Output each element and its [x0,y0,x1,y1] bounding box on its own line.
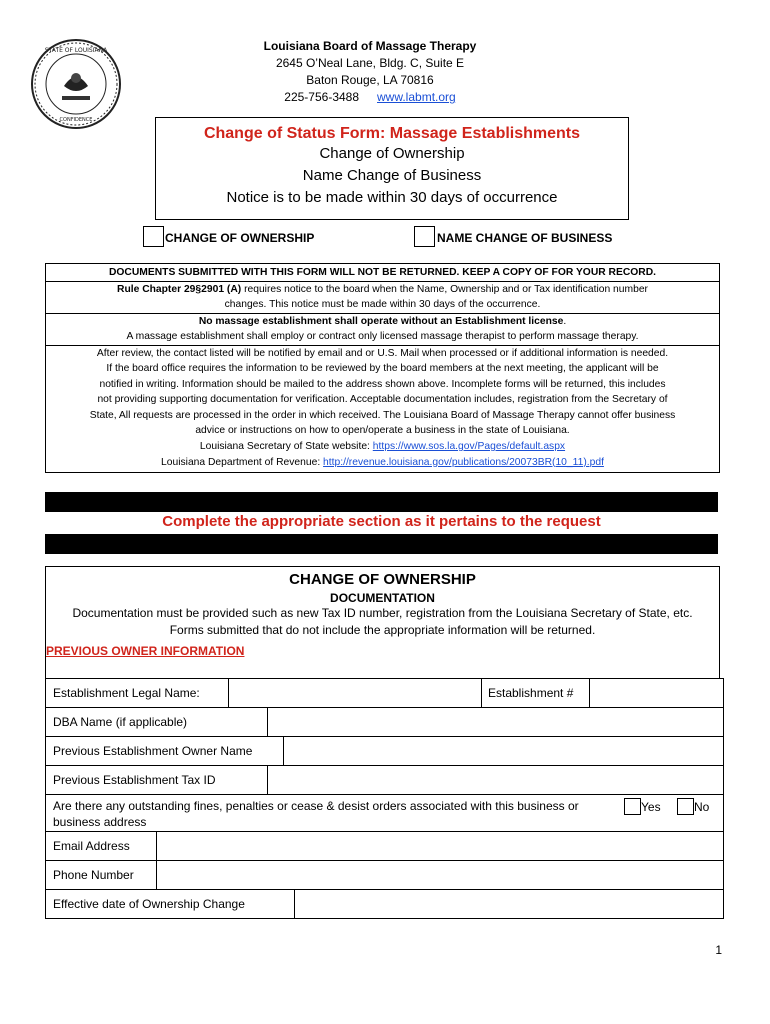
documentation-heading: DOCUMENTATION [330,591,435,605]
title-line-name-change: Name Change of Business [302,167,482,184]
effective-date-row [45,890,724,919]
no-operate-end: . [563,315,567,327]
review-line: notified in writing. Information should be mailed to the address shown above. Incomplete forms will be returned, this includes [99,378,666,390]
review-line: not providing supporting documentation for verification. Acceptable documentation includes, registration from the Secretary of [97,394,668,406]
title-line-notice: Notice is to be made within 30 days of occurrence [226,189,558,206]
dor-label: Louisiana Department of Revenue: [161,456,324,468]
establishment-number-label: Establishment # [488,686,574,700]
fines-yes-checkbox[interactable] [624,798,641,815]
org-name: Louisiana Board of Massage Therapy [263,39,477,53]
prev-owner-row [45,737,724,766]
svg-text:CONFIDENCE: CONFIDENCE [59,117,93,123]
legal-name-field[interactable] [229,679,481,707]
louisiana-state-seal [30,38,122,130]
fines-no-checkbox[interactable] [677,798,694,815]
review-line: State, All requests are processed in the order in which received. The Louisiana Board of Massage Therapy cannot offer business [89,409,676,421]
change-of-ownership-label: CHANGE OF OWNERSHIP [165,231,315,245]
form-title-box [155,117,629,220]
dba-field[interactable] [268,708,723,736]
change-of-ownership-section [45,566,720,679]
no-operate-text: No massage establishment shall operate without an Establishment license [198,315,564,327]
review-line: If the board office requires the information to be reviewed by the board members at the next meeting, the applicant will be [106,363,659,375]
email-label: Email Address [53,839,130,853]
dba-row [45,708,724,737]
org-header [220,38,520,106]
sos-label: Louisiana Secretary of State website: [199,441,373,453]
svg-text:STATE OF LOUISIANA: STATE OF LOUISIANA [44,47,108,54]
complete-section-instruction: Complete the appropriate section as it pertains to the request [162,513,601,530]
page-number: 1 [715,943,722,957]
phone-label: Phone Number [53,868,134,882]
dor-link[interactable]: http://revenue.louisiana.gov/publications/20073BR(10_11).pdf [323,456,604,468]
name-change-checkbox[interactable] [414,226,435,247]
documentation-text-2: Forms submitted that do not include the appropriate information will be returned. [169,623,596,637]
fines-question-1: Are there any outstanding fines, penalties or cease & desist orders associated with this business or [53,799,579,813]
email-row [45,832,724,861]
sos-link[interactable]: https://www.sos.la.gov/Pages/default.aspx [372,441,566,453]
establishment-number-field[interactable] [590,679,723,707]
effective-date-label: Effective date of Ownership Change [53,897,245,911]
rule-text: requires notice to the board when the Name, Ownership and or Tax identification number [241,283,648,295]
change-of-ownership-checkbox[interactable] [143,226,164,247]
prev-owner-field[interactable] [284,737,723,765]
review-line: advice or instructions on how to open/operate a business in the state of Louisiana. [195,425,570,437]
ownership-heading: CHANGE OF OWNERSHIP [289,571,476,588]
fines-row [45,795,724,832]
org-address-line2: Baton Rouge, LA 70816 [306,73,434,87]
org-website-link[interactable]: www.labmt.org [377,90,456,104]
phone-field[interactable] [157,861,723,889]
notice-license [46,314,719,346]
org-address-line1: 2645 O’Neal Lane, Bldg. C, Suite E [275,56,465,70]
review-line: After review, the contact listed will be notified by email and or U.S. Mail when processed or if additional information is needed. [96,347,669,359]
notice-review [46,346,719,471]
notice-heading: DOCUMENTS SUBMITTED WITH THIS FORM WILL NOT BE RETURNED. KEEP A COPY OF FOR YOUR RECORD. [46,264,719,282]
dba-label: DBA Name (if applicable) [53,715,188,729]
ownership-form [45,678,724,919]
prev-tax-label: Previous Establishment Tax ID [53,773,216,787]
title-line-ownership: Change of Ownership [319,145,465,162]
fines-question-2: business address [53,815,147,829]
notice-table [45,263,720,473]
prev-tax-field[interactable] [268,766,723,794]
org-phone: 225-756-3488 [284,90,360,104]
phone-row [45,861,724,890]
employ-text: A massage establishment shall employ or contract only licensed massage therapist to perform massage therapy. [126,331,639,342]
fines-no-label: No [694,800,710,814]
form-title: Change of Status Form: Massage Establishments [203,125,581,142]
name-change-label: NAME CHANGE OF BUSINESS [437,231,613,245]
notice-rule [46,282,719,314]
rule-reference: Rule Chapter 29§2901 (A) [117,283,242,295]
documentation-text-1: Documentation must be provided such as new Tax ID number, registration from the Louisiana Secretary of State, etc. [72,606,693,620]
section-bar-bottom [45,534,718,554]
rule-text-2: changes. This notice must be made within 30 days of the occurrence. [224,299,541,310]
email-field[interactable] [157,832,723,860]
fines-yes-label: Yes [641,800,661,814]
effective-date-field[interactable] [295,890,723,918]
section-bar-top [45,492,718,512]
prev-owner-label: Previous Establishment Owner Name [53,744,253,758]
previous-owner-heading: PREVIOUS OWNER INFORMATION [46,644,245,658]
prev-tax-row [45,766,724,795]
legal-name-label: Establishment Legal Name: [53,686,200,700]
legal-name-row [45,678,724,708]
